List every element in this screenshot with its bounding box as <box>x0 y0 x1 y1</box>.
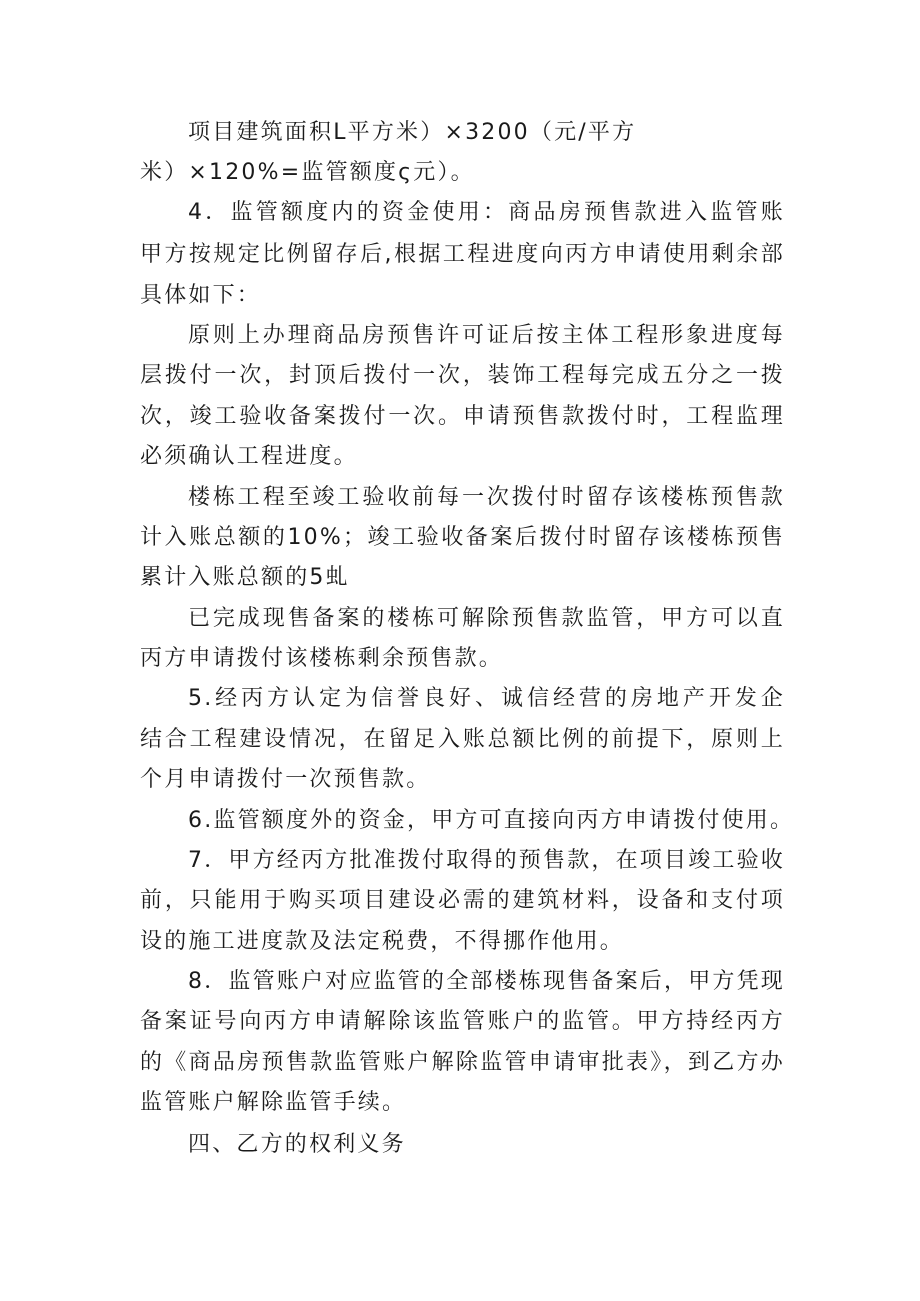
text-line: 层拨付一次，封顶后拨付一次，装饰工程每完成五分之一拨 <box>140 363 785 388</box>
text-line: 8．监管账户对应监管的全部楼栋现售备案后，甲方凭现 <box>188 969 785 994</box>
text-line: 次，竣工验收备案拨付一次。申请预售款拨付时，工程监理 <box>140 404 785 429</box>
text-line: 的《商品房预售款监管账户解除监管申请审批表》，到乙方办 <box>140 1050 785 1075</box>
text-line: 结合工程建设情况，在留足入账总额比例的前提下，原则上 <box>140 727 785 752</box>
text-line: 设的施工进度款及法定税费，不得挪作他用。 <box>140 929 625 954</box>
text-line: 6.监管额度外的资金，甲方可直接向丙方申请拨付使用。 <box>188 808 795 833</box>
text-line: 监管账户解除监管手续。 <box>140 1090 407 1115</box>
text-line: 5.经丙方认定为信誉良好、诚信经营的房地产开发企 <box>188 686 785 711</box>
text-line: 累计入账总额的5虬 <box>140 565 350 590</box>
text-line: 备案证号向丙方申请解除该监管账户的监管。甲方持经丙方 <box>140 1009 785 1034</box>
text-line: 个月申请拨付一次预售款。 <box>140 767 431 792</box>
text-line: 米）×120%=监管额度ς元）。 <box>140 160 475 185</box>
text-line: 甲方按规定比例留存后,根据工程进度向丙方申请使用剩余部 <box>140 242 785 267</box>
text-line: 必须确认工程进度。 <box>140 444 358 469</box>
text-line: 7．甲方经丙方批准拨付取得的预售款，在项目竣工验收 <box>188 848 785 873</box>
text-line: 4．监管额度内的资金使用：商品房预售款进入监管账 <box>188 200 785 225</box>
text-line: 楼栋工程至竣工验收前每一次拨付时留存该楼栋预售款 <box>188 485 785 510</box>
text-line: 已完成现售备案的楼栋可解除预售款监管，甲方可以直 <box>188 606 785 631</box>
text-line: 原则上办理商品房预售许可证后按主体工程形象进度每 <box>188 323 785 348</box>
text-line: 计入账总额的10%；竣工验收备案后拨付时留存该楼栋预售 <box>140 525 785 550</box>
text-line: 项目建筑面积L平方米）×3200（元/平方 <box>188 120 637 145</box>
text-line: 丙方申请拨付该楼栋剩余预售款。 <box>140 646 504 671</box>
text-line: 具体如下： <box>140 283 262 308</box>
section-heading: 四、乙方的权利义务 <box>188 1132 406 1157</box>
text-line: 前，只能用于购买项目建设必需的建筑材料，设备和支付项 <box>140 888 785 913</box>
